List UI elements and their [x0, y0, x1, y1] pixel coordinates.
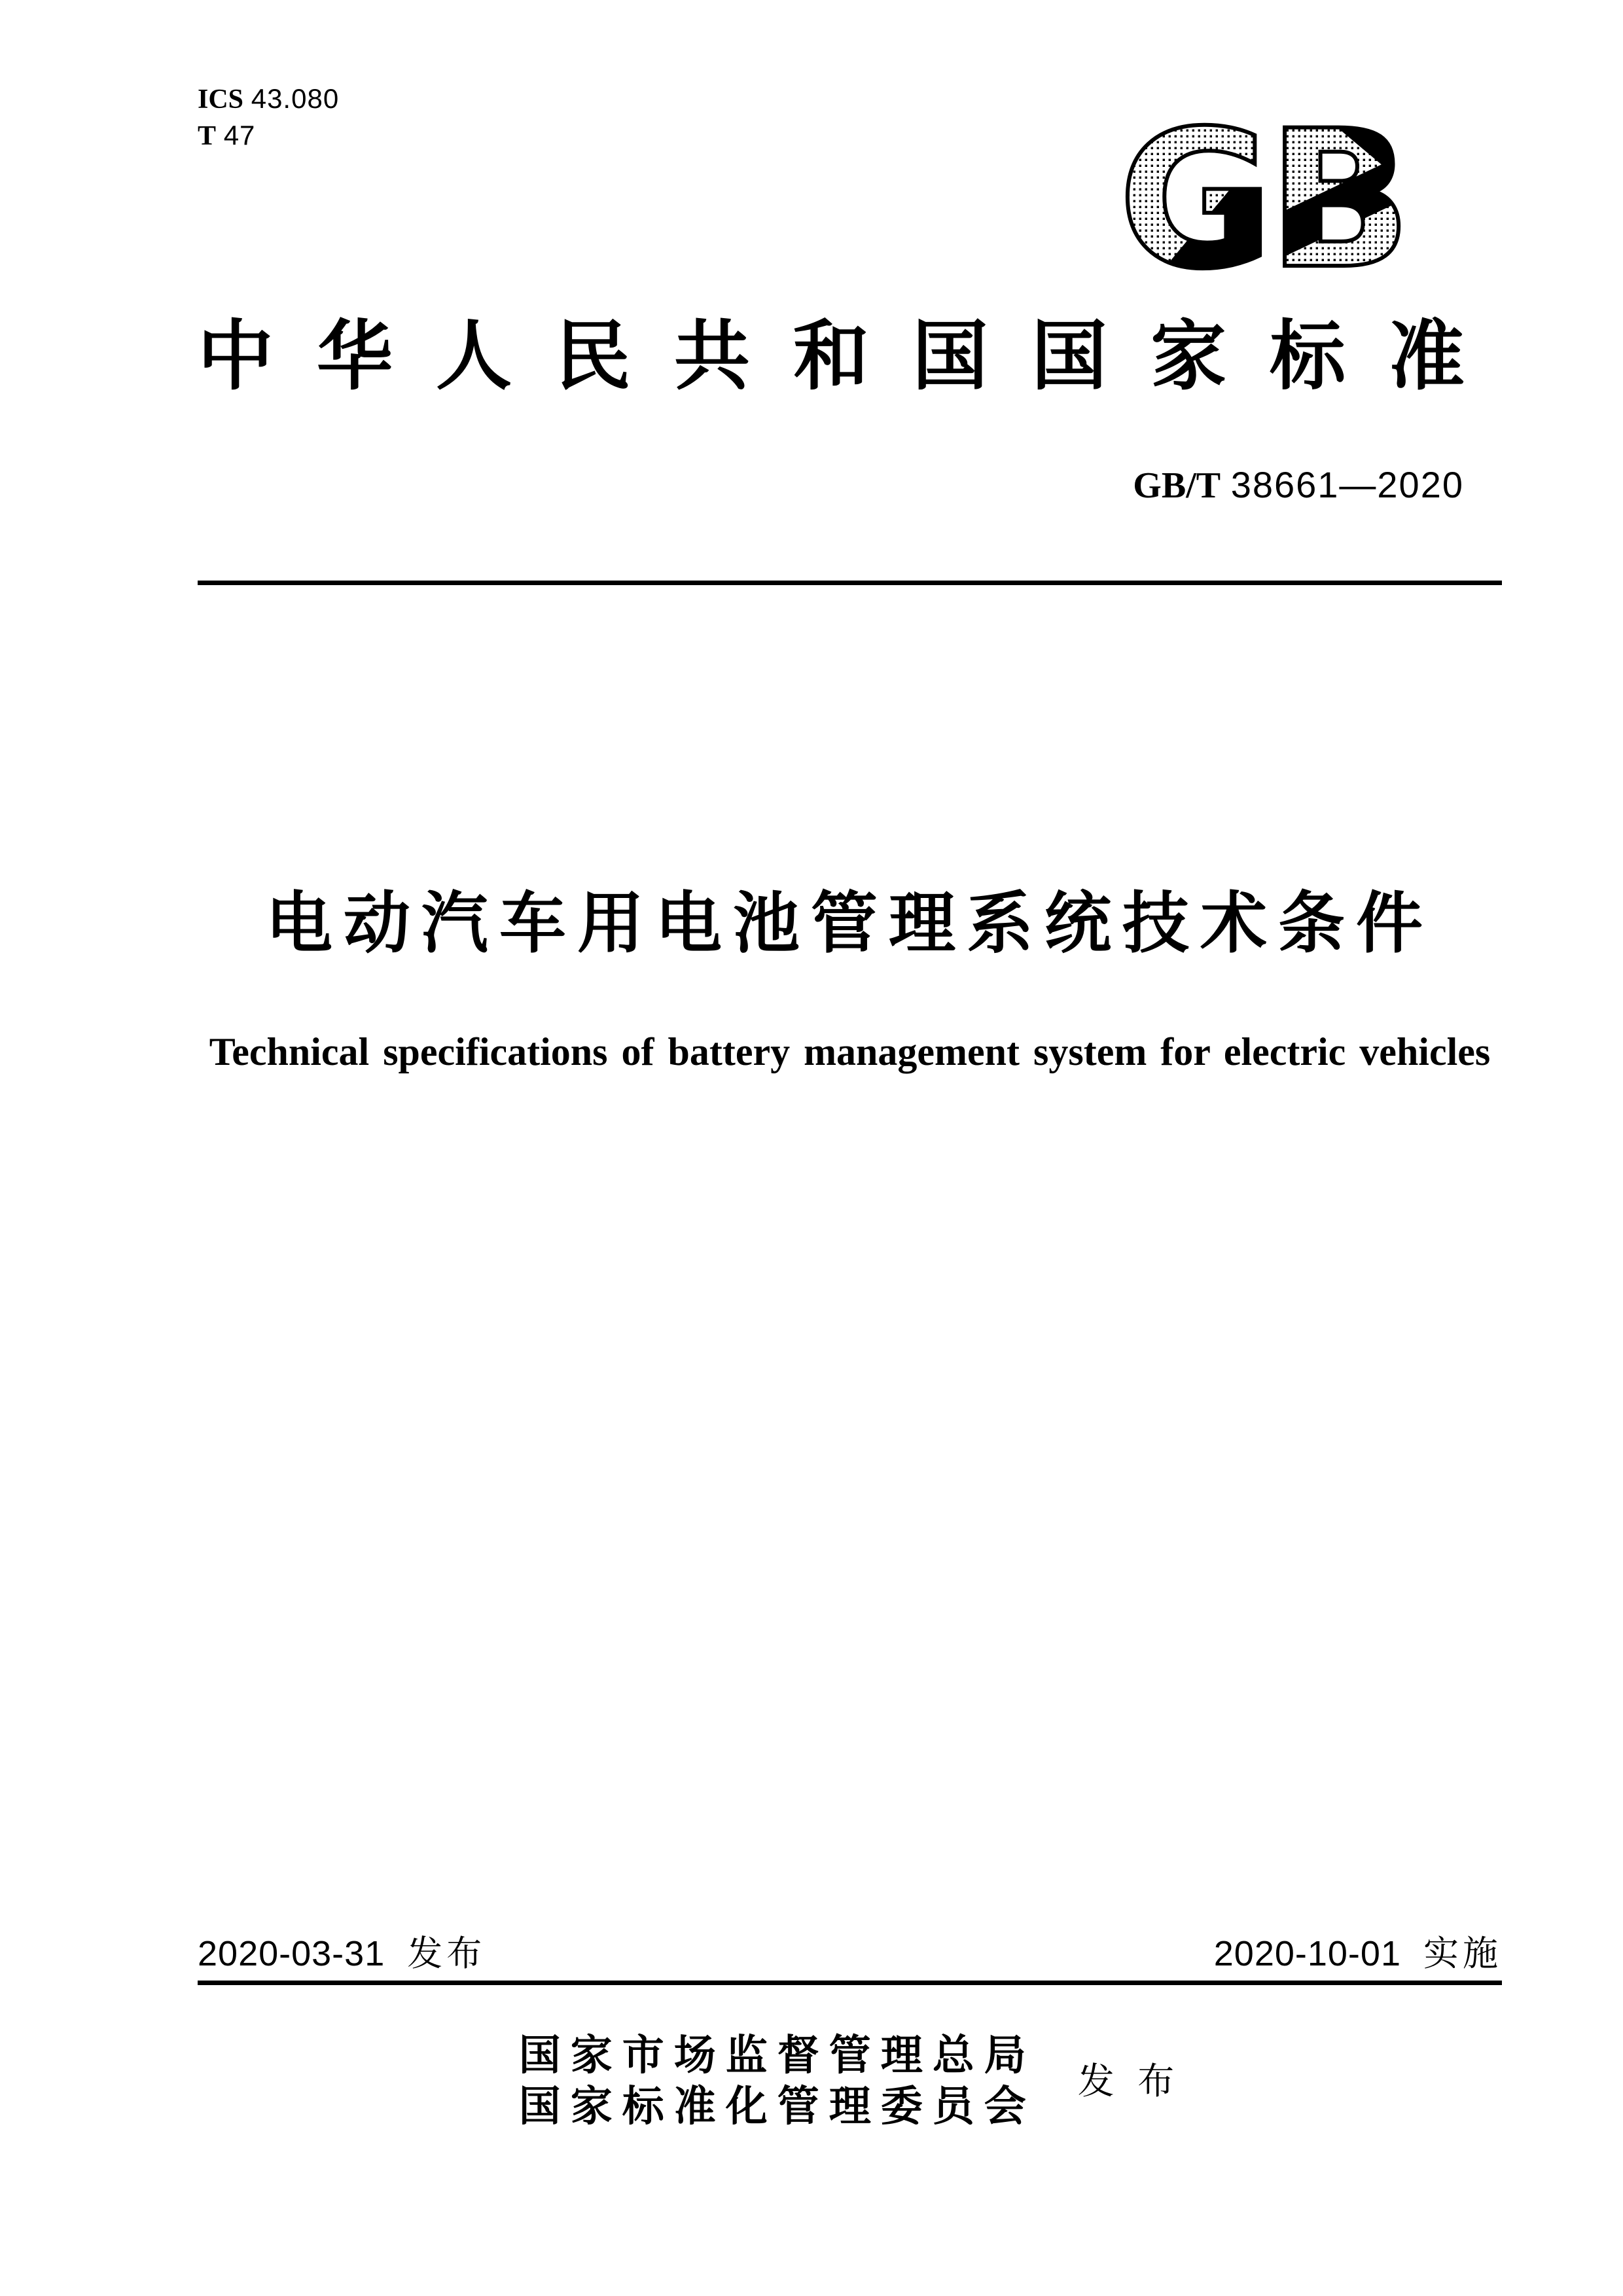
footer-divider — [198, 1981, 1502, 1985]
issue-date: 2020-03-31 — [198, 1934, 385, 1973]
implementation-date-item — [1214, 1933, 1502, 1974]
document-title-english: Technical specifications of battery management system for electric vehicles — [209, 1030, 1491, 1073]
release-label: 发 布 — [1077, 2060, 1181, 2102]
doc-class-code: 47 — [223, 120, 256, 151]
implementation-label: 实施 — [1423, 1934, 1502, 1973]
ics-label: ICS — [198, 84, 244, 115]
standard-code-prefix: GB/T — [1133, 465, 1221, 506]
publisher-block — [198, 2030, 1502, 2132]
publisher-line: 国家标准化管理委员会 — [518, 2083, 1036, 2130]
issue-label: 发布 — [407, 1934, 486, 1973]
publisher-names — [519, 2030, 1036, 2132]
ics-line — [198, 82, 339, 116]
publisher-line: 国家市场监督管理总局 — [518, 2032, 1036, 2079]
implementation-date: 2020-10-01 — [1213, 1934, 1401, 1973]
doc-class-prefix: T — [198, 121, 217, 151]
masthead-divider — [198, 581, 1502, 585]
standard-code — [1133, 465, 1464, 506]
ics-code: 43.080 — [251, 83, 340, 114]
doc-class-line — [198, 119, 255, 152]
national-standard-title: 中华人民共和国国家标准 — [198, 315, 1508, 399]
standard-code-number: 38661—2020 — [1230, 464, 1464, 505]
document-title-chinese: 电动汽车用电池管理系统技术条件 — [266, 886, 1434, 961]
issue-date-item — [198, 1933, 486, 1974]
date-row — [198, 1933, 1502, 1974]
gb-logo-icon — [1108, 122, 1416, 273]
